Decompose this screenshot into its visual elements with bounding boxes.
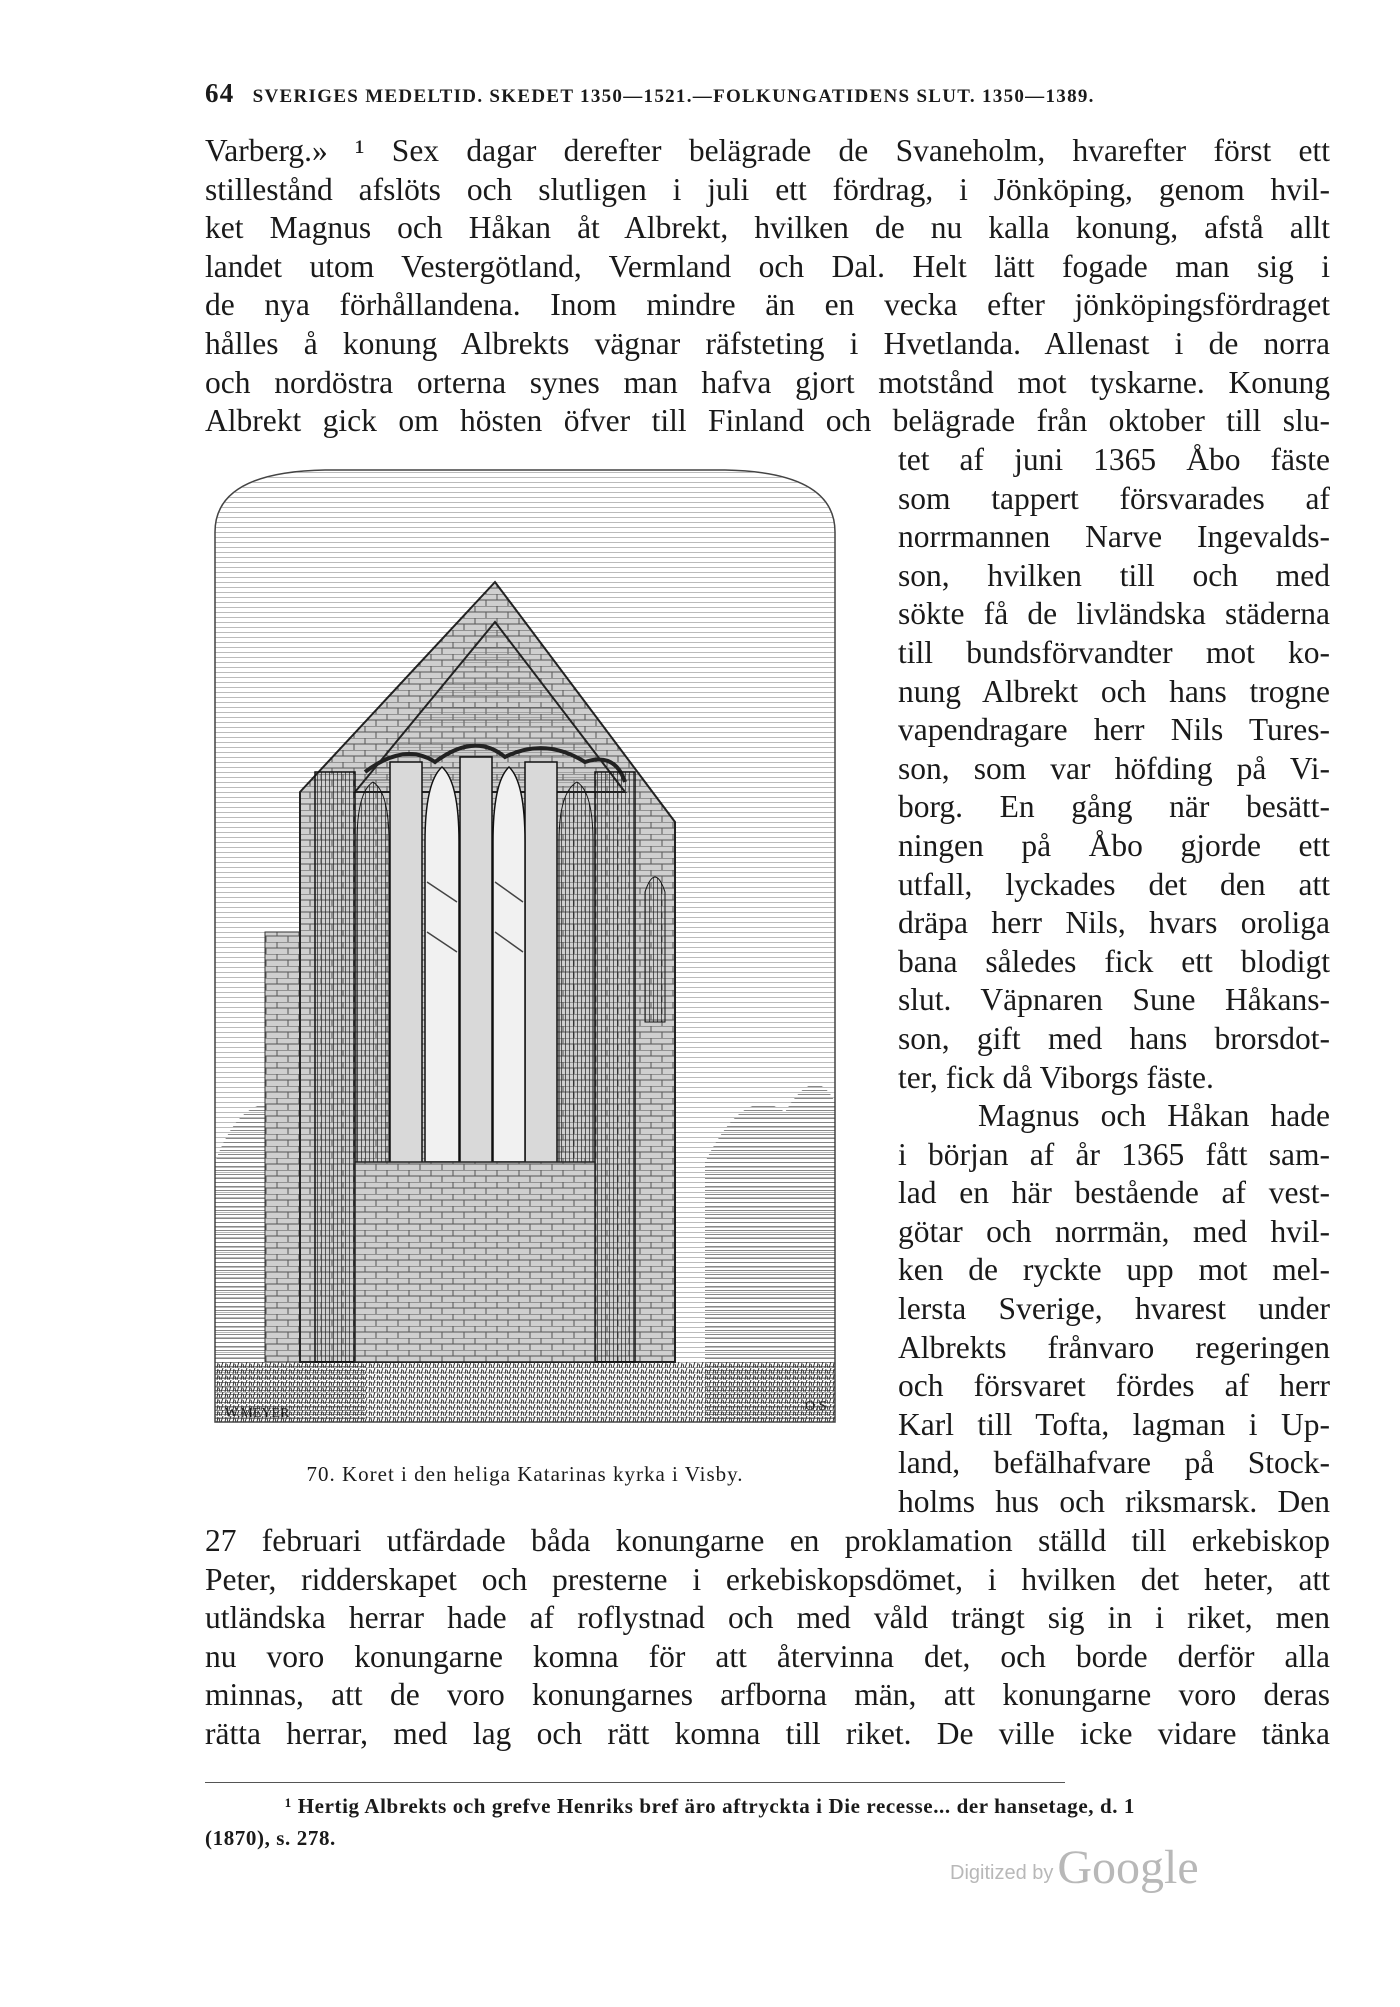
text-line: minnas, att de voro konungarnes arfborna män, att konungarne voro deras bbox=[205, 1677, 1330, 1713]
body-text-top bbox=[205, 132, 1330, 441]
engraver-signature: W.MEYER bbox=[225, 1406, 290, 1421]
footnote-line-2: (1870), s. 278. bbox=[205, 1826, 336, 1850]
text-line: stillestånd afslöts och slutligen i juli ett fördrag, i Jönköping, genom hvil- bbox=[205, 171, 1330, 207]
text-line: Albrekt gick om hösten öfver till Finland och belägrade från oktober till slu- bbox=[205, 403, 1330, 439]
text-line: ken de ryckte upp mot mel- bbox=[898, 1252, 1330, 1288]
artist-signature: O.S bbox=[805, 1399, 827, 1414]
text-line: och nordöstra orterna synes man hafva gjort motstånd mot tyskarne. Konung bbox=[205, 364, 1330, 400]
text-line: de nya förhållandena. Inom mindre än en vecka efter jönköpingsfördraget bbox=[205, 287, 1330, 323]
body-text-bottom bbox=[205, 1522, 1330, 1754]
text-line: lersta Sverige, hvarest under bbox=[898, 1291, 1330, 1327]
running-header bbox=[205, 78, 1330, 109]
text-line: götar och norrmän, med hvil- bbox=[898, 1213, 1330, 1249]
text-line: hålles å konung Albrekts vägnar räfsteting i Hvetlanda. Allenast i de norra bbox=[205, 325, 1330, 361]
church-engraving-image bbox=[205, 462, 845, 1437]
text-line: utländska herrar hade af roflystnad och med våld trängt sig in i riket, men bbox=[205, 1600, 1330, 1636]
footnote-line-1: ¹ Hertig Albrekts och grefve Henriks bref äro aftryckta i Die recesse... der hansetage, d. 1 bbox=[285, 1794, 1136, 1818]
text-line: ket Magnus och Håkan åt Albrekt, hvilken de nu kalla konung, afstå allt bbox=[205, 210, 1330, 246]
text-line: Varberg.» ¹ Sex dagar derefter belägrade de Svaneholm, hvarefter först ett bbox=[205, 133, 1330, 168]
body-text-column bbox=[898, 441, 1330, 1522]
text-line: vapendragare herr Nils Tures- bbox=[898, 712, 1330, 748]
running-title: SVERIGES MEDELTID. SKEDET 1350—1521.—FOLKUNGATIDENS SLUT. 1350—1389. bbox=[252, 86, 1095, 107]
text-line: Albrekts frånvaro regeringen bbox=[898, 1329, 1330, 1365]
page-number: 64 bbox=[205, 78, 235, 108]
watermark-google-logo: Google bbox=[1057, 1841, 1199, 1894]
text-line: ter, fick då Viborgs fäste. bbox=[898, 1059, 1214, 1095]
text-line: dräpa herr Nils, hvars oroliga bbox=[898, 905, 1330, 941]
text-line: norrmannen Narve Ingevalds- bbox=[898, 519, 1330, 555]
text-line: ningen på Åbo gjorde ett bbox=[898, 827, 1330, 863]
text-line: nu voro konungarne komna för att återvinna det, och borde derför alla bbox=[205, 1638, 1330, 1674]
text-line: borg. En gång när besätt- bbox=[898, 789, 1330, 825]
text-line: land, befälhafvare på Stock- bbox=[898, 1445, 1330, 1481]
text-line: utfall, lyckades det den att bbox=[898, 866, 1330, 902]
text-line: Peter, ridderskapet och presterne i erkebiskopsdömet, i hvilken det heter, att bbox=[205, 1561, 1330, 1597]
watermark-digitized-by: Digitized by bbox=[950, 1862, 1054, 1884]
text-line: Magnus och Håkan hade bbox=[978, 1098, 1330, 1134]
text-line: 27 februari utfärdade båda konungarne en proklamation ställd till erkebiskop bbox=[205, 1523, 1330, 1558]
google-watermark bbox=[950, 1840, 1250, 1895]
text-line: holms hus och riksmarsk. Den bbox=[898, 1484, 1330, 1520]
text-line: son, gift med hans brorsdot- bbox=[898, 1020, 1330, 1056]
text-line: landet utom Vestergötland, Vermland och Dal. Helt lätt fogade man sig i bbox=[205, 248, 1330, 284]
text-line: slut. Väpnaren Sune Håkans- bbox=[898, 982, 1330, 1018]
text-line: nung Albrekt och hans trogne bbox=[898, 673, 1330, 709]
text-line: rätta herrar, med lag och rätt komna till riket. De ville icke vidare tänka bbox=[205, 1715, 1330, 1751]
text-line: lad en här bestående af vest- bbox=[898, 1175, 1330, 1211]
text-line: till bundsförvandter mot ko- bbox=[898, 634, 1330, 670]
text-line: som tappert försvarades af bbox=[898, 480, 1330, 516]
footnote-separator bbox=[205, 1782, 1065, 1783]
text-line: bana således fick ett blodigt bbox=[898, 943, 1330, 979]
church-illustration bbox=[205, 462, 845, 1437]
text-line: sökte få de livländska städerna bbox=[898, 596, 1330, 632]
figure-caption: 70. Koret i den heliga Katarinas kyrka i Visby. bbox=[306, 1462, 744, 1486]
text-line: i början af år 1365 fått sam- bbox=[898, 1136, 1330, 1172]
text-line: son, hvilken till och med bbox=[898, 557, 1330, 593]
text-line: Karl till Tofta, lagman i Up- bbox=[898, 1406, 1330, 1442]
text-line: son, som var höfding på Vi- bbox=[898, 750, 1330, 786]
text-line: tet af juni 1365 Åbo fäste bbox=[898, 442, 1330, 477]
text-line: och försvaret fördes af herr bbox=[898, 1368, 1330, 1404]
